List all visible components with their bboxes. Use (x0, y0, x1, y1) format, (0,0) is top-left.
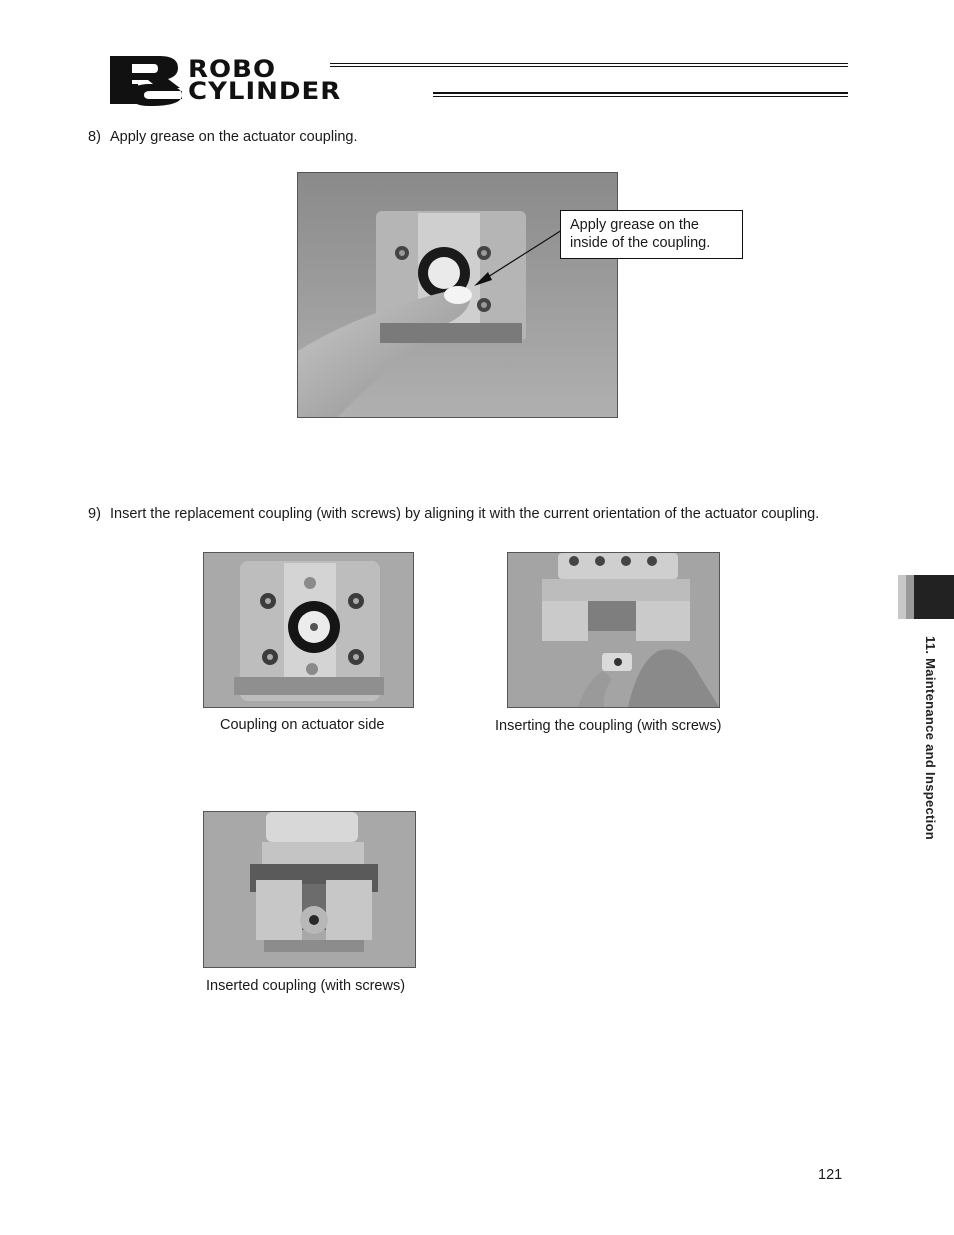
header-rule-4 (433, 96, 848, 97)
chapter-tab-label: 11. Maintenance and Inspection (923, 636, 938, 841)
callout-line-1: Apply grease on the (570, 217, 699, 233)
caption-inserting-coupling: Inserting the coupling (with screws) (495, 718, 722, 734)
header-rule-2 (330, 66, 848, 67)
caption-inserted-coupling: Inserted coupling (with screws) (206, 978, 406, 994)
logo-word-robo: ROBO (188, 56, 277, 84)
robo-cylinder-logo-mark (108, 54, 184, 106)
header-rule-1 (330, 63, 848, 64)
step-8-number: 8) (88, 129, 101, 145)
header-rule-3 (433, 92, 848, 94)
callout-arrow (470, 228, 565, 290)
step-9-number: 9) (88, 506, 101, 522)
caption-coupling-actuator-side: Coupling on actuator side (220, 717, 385, 733)
step-9-text: Insert the replacement coupling (with screws) by aligning it with the current orientation of the actuator coupling. (110, 506, 820, 522)
step-8-text: Apply grease on the actuator coupling. (110, 129, 358, 145)
photo-inserted-coupling (203, 811, 416, 968)
callout-line-2: inside of the coupling. (570, 235, 711, 251)
photo-coupling-actuator-side (203, 552, 414, 708)
chapter-tab-marker (898, 575, 954, 619)
logo-word-cylinder: CYLINDER (188, 78, 342, 106)
callout-box (560, 210, 743, 259)
page-number: 121 (818, 1167, 843, 1183)
photo-inserting-coupling (507, 552, 720, 708)
photo-apply-grease (297, 172, 618, 418)
